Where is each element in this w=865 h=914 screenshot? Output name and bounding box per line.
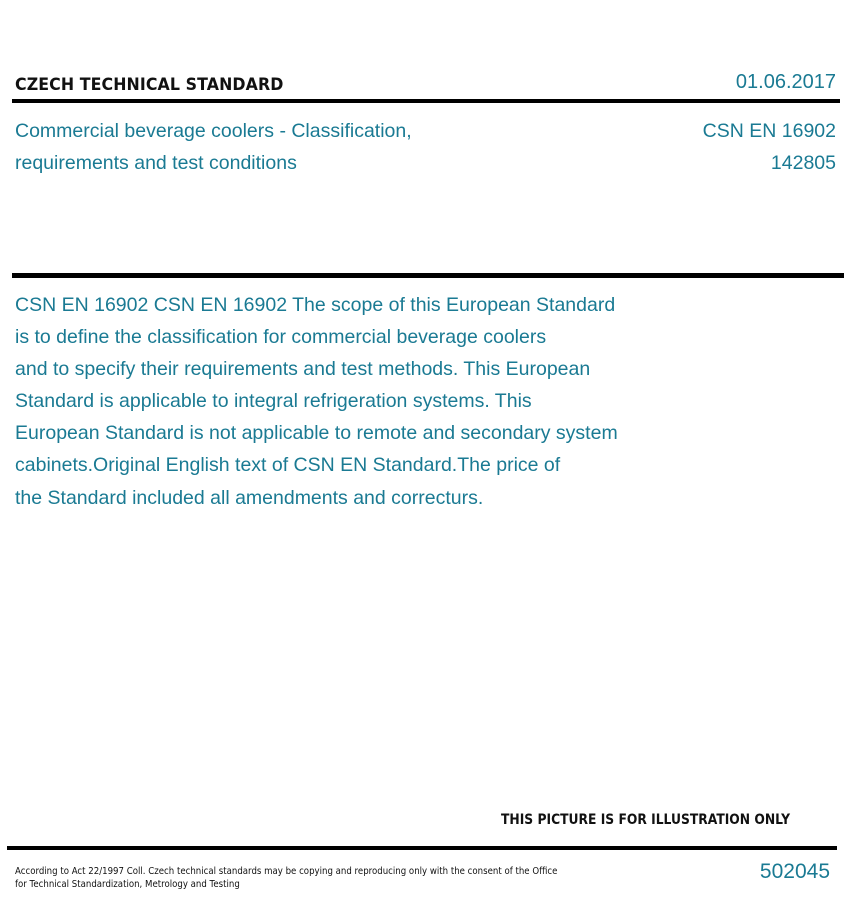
standard-number: CSN EN 16902 (702, 120, 836, 142)
legal-notice-line: According to Act 22/1997 Coll. Czech technical standards may be copying and reproducing only with the consent of the Office (15, 866, 558, 877)
legal-notice-line: for Technical Standardization, Metrology and Testing (15, 879, 240, 890)
abstract-text (15, 289, 735, 514)
abstract-line: the Standard included all amendments and correcturs. (15, 486, 484, 509)
top-divider (12, 99, 840, 103)
abstract-line: cabinets.Original English text of CSN EN Standard.The price of (15, 454, 561, 477)
middle-divider (12, 273, 844, 278)
legal-notice (15, 865, 557, 891)
catalog-number: 142805 (770, 152, 836, 174)
footer-code: 502045 (759, 860, 830, 883)
standard-type-heading: CZECH TECHNICAL STANDARD (15, 75, 284, 95)
abstract-line: CSN EN 16902 CSN EN 16902 The scope of this European Standard (15, 294, 616, 316)
bottom-divider (7, 846, 837, 850)
abstract-line: Standard is applicable to integral refrigeration systems. This (15, 390, 532, 413)
document-title-line: requirements and test conditions (15, 152, 297, 174)
abstract-line: is to define the classification for commercial beverage coolers (15, 326, 547, 349)
illustration-disclaimer: THIS PICTURE IS FOR ILLUSTRATION ONLY (501, 812, 791, 828)
publication-date: 01.06.2017 (735, 71, 836, 93)
document-identifiers (703, 115, 836, 179)
abstract-line: European Standard is not applicable to remote and secondary system (15, 422, 618, 445)
abstract-line: and to specify their requirements and test methods. This European (15, 358, 591, 381)
document-title (15, 115, 535, 179)
document-title-line: Commercial beverage coolers - Classification, (15, 120, 412, 142)
